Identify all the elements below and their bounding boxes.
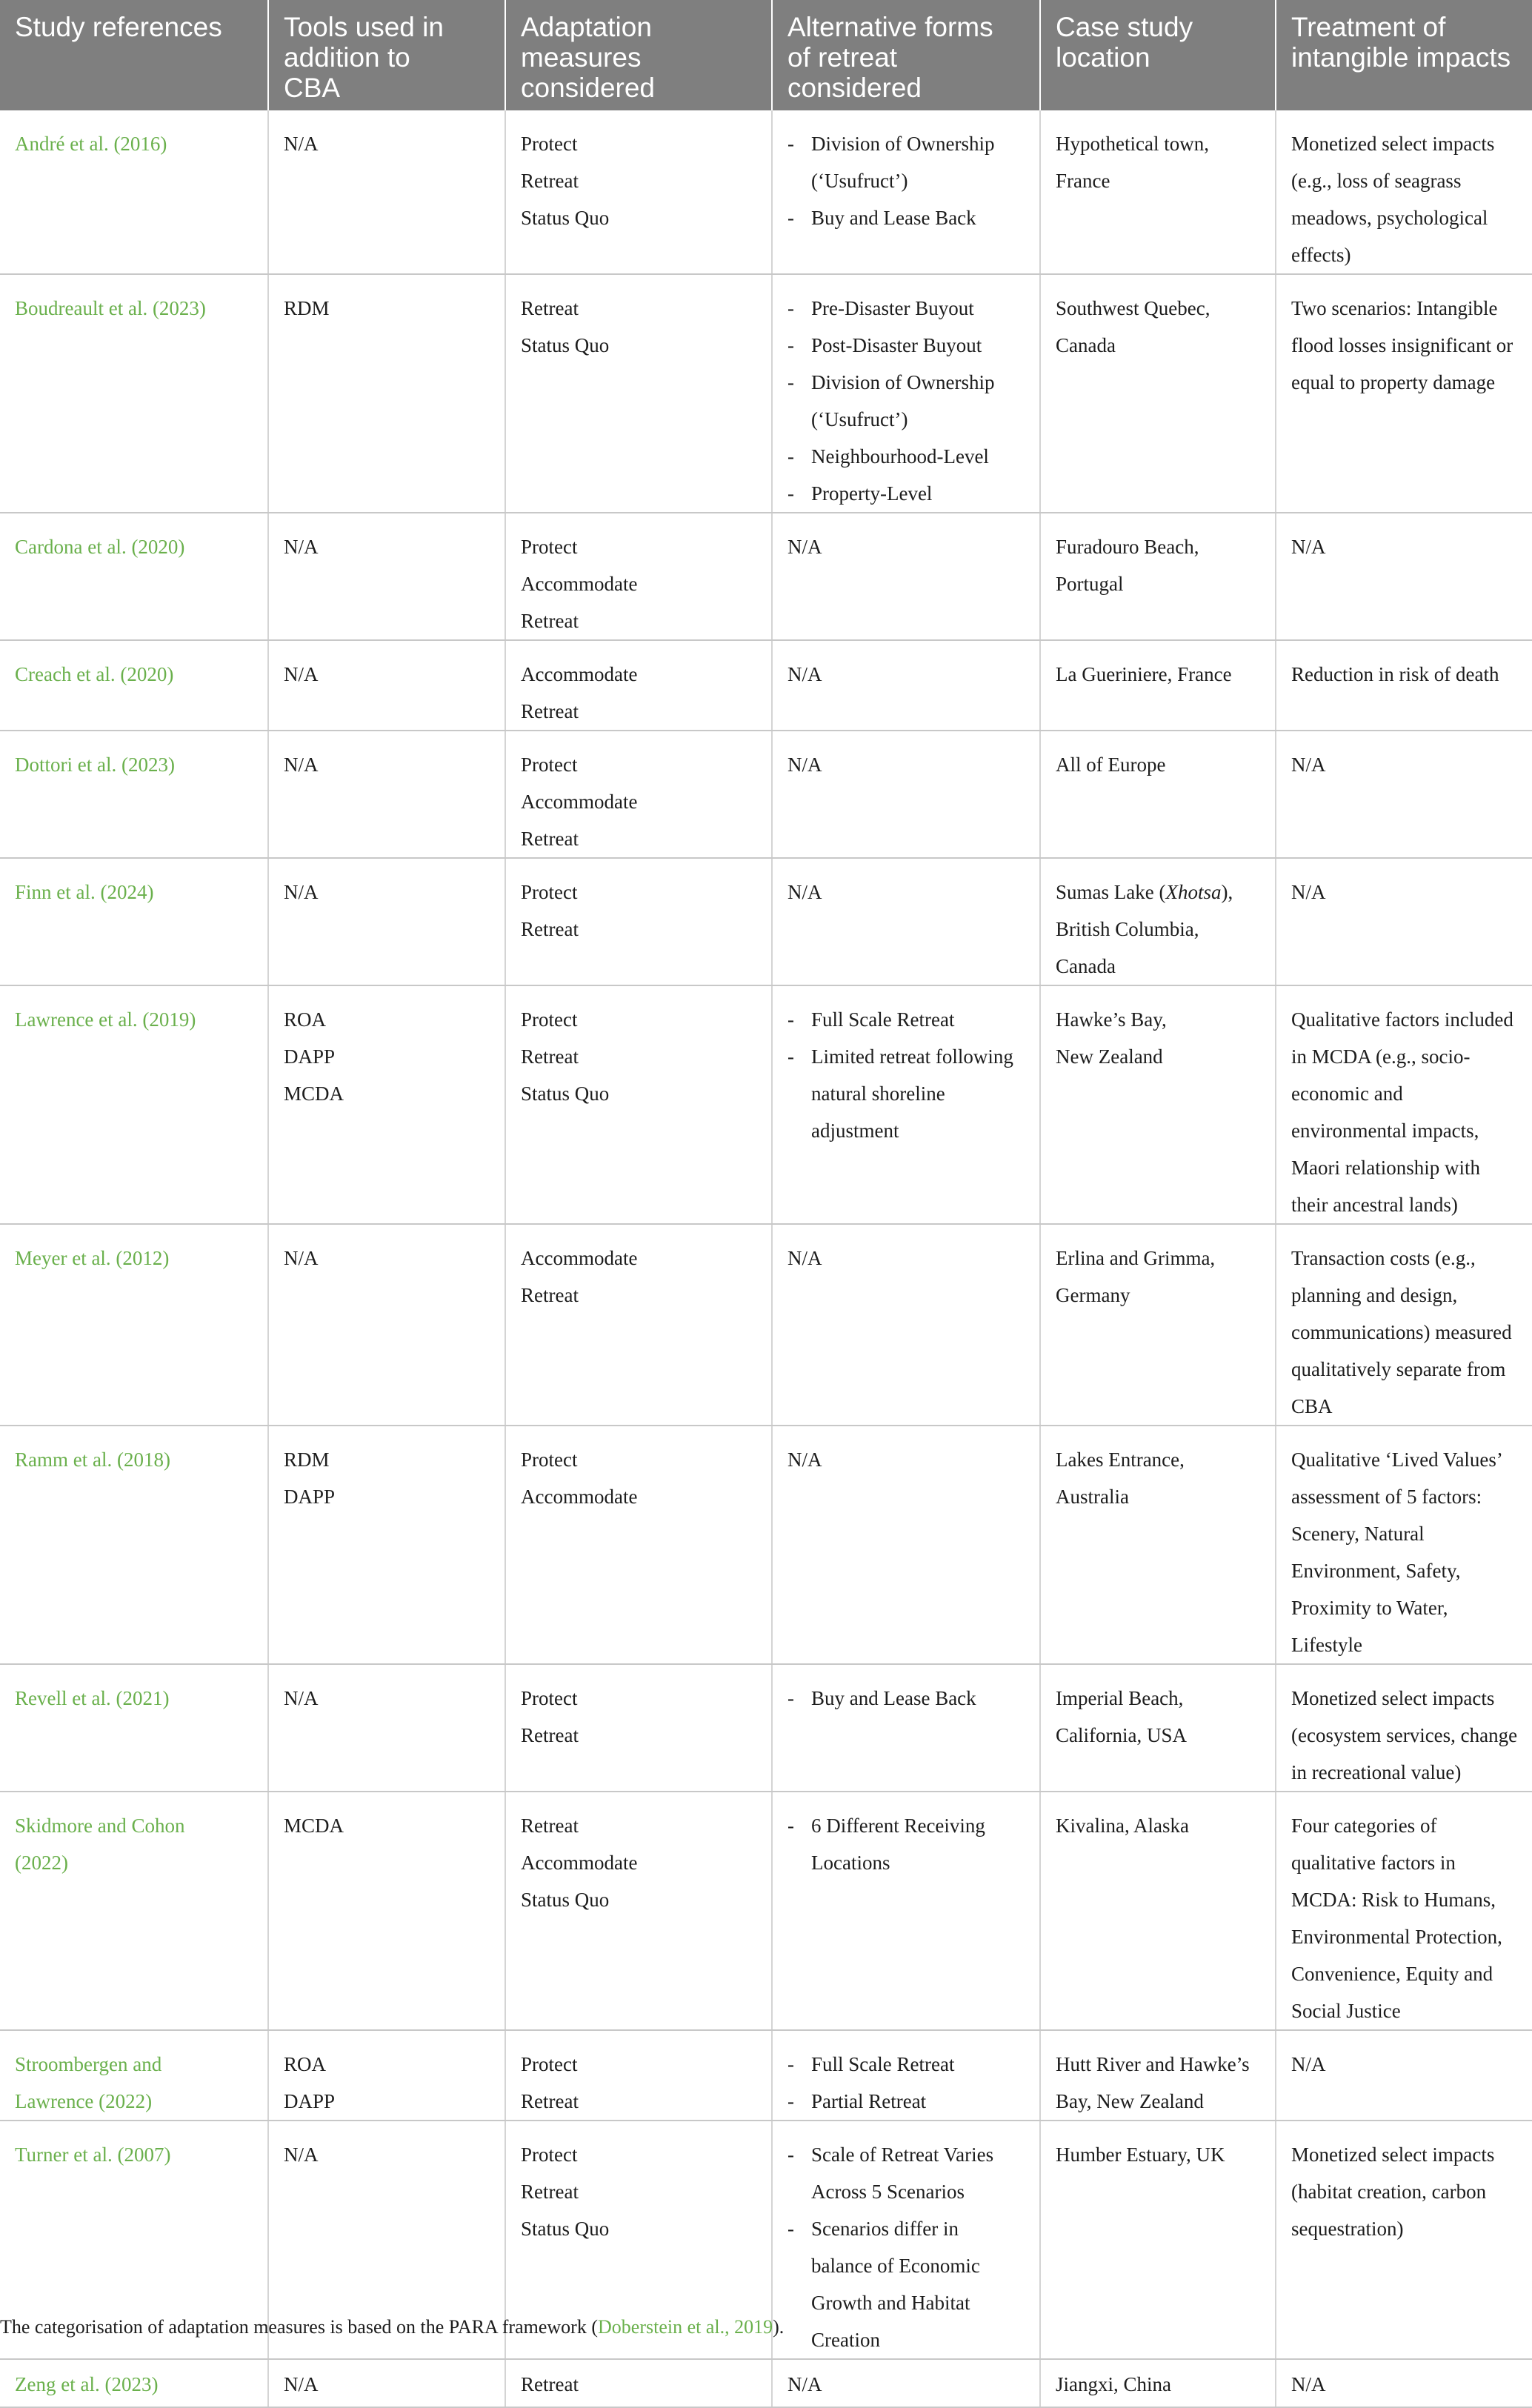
- measures-cell: Protect Accommodate Retreat: [505, 731, 772, 858]
- table-row: [0, 1664, 1532, 1792]
- location-cell: Lakes Entrance, Australia: [1040, 1426, 1276, 1664]
- retreat-forms-cell: N/A: [772, 1426, 1040, 1664]
- retreat-forms-cell: N/A: [772, 858, 1040, 985]
- study-reference-link[interactable]: Boudreault et al. (2023): [0, 274, 268, 513]
- intangible-cell: Reduction in risk of death: [1276, 640, 1532, 731]
- study-reference-link[interactable]: Finn et al. (2024): [0, 858, 268, 985]
- tools-cell: N/A: [268, 2359, 505, 2407]
- measures-cell: Protect Retreat: [505, 858, 772, 985]
- header-retreat-forms: Alternative forms of retreat considered: [772, 0, 1040, 110]
- study-reference-link[interactable]: Stroombergen and Lawrence (2022): [0, 2030, 268, 2121]
- study-reference-link[interactable]: André et al. (2016): [0, 110, 268, 274]
- measures-cell: Retreat Status Quo: [505, 274, 772, 513]
- intangible-cell: Qualitative ‘Lived Values’ assessment of 5 factors: Scenery, Natural Environment, Safety, Proximity to Water, Lifestyle: [1276, 1426, 1532, 1664]
- measures-cell: Protect Retreat Status Quo: [505, 110, 772, 274]
- study-reference-link[interactable]: Lawrence et al. (2019): [0, 985, 268, 1224]
- measures-cell: Protect Retreat Status Quo: [505, 2121, 772, 2359]
- study-reference-link[interactable]: Ramm et al. (2018): [0, 1426, 268, 1664]
- retreat-forms-cell: - Full Scale Retreat - Limited retreat following natural shoreline adjustment: [772, 985, 1040, 1224]
- tools-cell: N/A: [268, 2121, 505, 2359]
- table-row: [0, 110, 1532, 274]
- tools-cell: N/A: [268, 731, 505, 858]
- intangible-cell: N/A: [1276, 731, 1532, 858]
- retreat-forms-cell: - Pre-Disaster Buyout - Post-Disaster Buyout - Division of Ownership (‘Usufruct’) - Neighbourhood-Level - Property-Level: [772, 274, 1040, 513]
- retreat-forms-cell: - 6 Different Receiving Locations: [772, 1792, 1040, 2030]
- table-row: [0, 640, 1532, 731]
- intangible-cell: Monetized select impacts (e.g., loss of seagrass meadows, psychological effects): [1276, 110, 1532, 274]
- study-reference-link[interactable]: Cardona et al. (2020): [0, 513, 268, 640]
- table-row: [0, 731, 1532, 858]
- location-cell: Southwest Quebec, Canada: [1040, 274, 1276, 513]
- location-cell: Hypothetical town, France: [1040, 110, 1276, 274]
- table-row: [0, 985, 1532, 1224]
- location-cell: Humber Estuary, UK: [1040, 2121, 1276, 2359]
- header-intangible-impacts: Treatment of intangible impacts: [1276, 0, 1532, 110]
- table-row: [0, 1224, 1532, 1426]
- intangible-cell: Qualitative factors included in MCDA (e.g., socio- economic and environmental impacts, Maori relationship with their ancestral lands): [1276, 985, 1532, 1224]
- table-row: [0, 274, 1532, 513]
- retreat-forms-cell: N/A: [772, 731, 1040, 858]
- study-reference-link[interactable]: Dottori et al. (2023): [0, 731, 268, 858]
- measures-cell: Protect Accommodate Retreat: [505, 513, 772, 640]
- table-row: [0, 513, 1532, 640]
- location-cell: Hutt River and Hawke’s Bay, New Zealand: [1040, 2030, 1276, 2121]
- tools-cell: ROA DAPP: [268, 2030, 505, 2121]
- header-tools: Tools used in addition to CBA: [268, 0, 505, 110]
- intangible-cell: Transaction costs (e.g., planning and design, communications) measured qualitatively separate from CBA: [1276, 1224, 1532, 1426]
- retreat-forms-cell: N/A: [772, 2359, 1040, 2407]
- header-row: [0, 0, 1532, 110]
- measures-cell: Protect Retreat: [505, 2030, 772, 2121]
- study-reference-link[interactable]: Skidmore and Cohon (2022): [0, 1792, 268, 2030]
- header-adaptation-measures: Adaptation measures considered: [505, 0, 772, 110]
- intangible-cell: Four categories of qualitative factors in MCDA: Risk to Humans, Environmental Protection, Convenience, Equity and Social Justice: [1276, 1792, 1532, 2030]
- tools-cell: N/A: [268, 1664, 505, 1792]
- measures-cell: Protect Retreat Status Quo: [505, 985, 772, 1224]
- measures-cell: Retreat: [505, 2359, 772, 2407]
- retreat-forms-cell: N/A: [772, 640, 1040, 731]
- intangible-cell: N/A: [1276, 858, 1532, 985]
- tools-cell: RDM: [268, 274, 505, 513]
- location-cell: La Gueriniere, France: [1040, 640, 1276, 731]
- intangible-cell: N/A: [1276, 513, 1532, 640]
- intangible-cell: N/A: [1276, 2359, 1532, 2407]
- tools-cell: N/A: [268, 110, 505, 274]
- intangible-cell: N/A: [1276, 2030, 1532, 2121]
- location-cell: Imperial Beach, California, USA: [1040, 1664, 1276, 1792]
- retreat-forms-cell: - Division of Ownership (‘Usufruct’) - Buy and Lease Back: [772, 110, 1040, 274]
- tools-cell: ROA DAPP MCDA: [268, 985, 505, 1224]
- study-reference-link[interactable]: Turner et al. (2007): [0, 2121, 268, 2359]
- measures-cell: Accommodate Retreat: [505, 640, 772, 731]
- study-reference-link[interactable]: Creach et al. (2020): [0, 640, 268, 731]
- tools-cell: N/A: [268, 513, 505, 640]
- table-row: [0, 1426, 1532, 1664]
- location-cell: Furadouro Beach, Portugal: [1040, 513, 1276, 640]
- retreat-forms-cell: - Buy and Lease Back: [772, 1664, 1040, 1792]
- retreat-forms-cell: N/A: [772, 1224, 1040, 1426]
- table-row: [0, 1792, 1532, 2030]
- retreat-forms-cell: N/A: [772, 513, 1040, 640]
- intangible-cell: Monetized select impacts (habitat creation, carbon sequestration): [1276, 2121, 1532, 2359]
- study-reference-link[interactable]: Revell et al. (2021): [0, 1664, 268, 1792]
- location-cell: Erlina and Grimma, Germany: [1040, 1224, 1276, 1426]
- location-cell: Kivalina, Alaska: [1040, 1792, 1276, 2030]
- retreat-forms-cell: - Full Scale Retreat - Partial Retreat: [772, 2030, 1040, 2121]
- header-location: Case study location: [1040, 0, 1276, 110]
- location-cell: Sumas Lake (Xhotsa), British Columbia, Canada: [1040, 858, 1276, 985]
- study-reference-link[interactable]: Meyer et al. (2012): [0, 1224, 268, 1426]
- measures-cell: Protect Retreat: [505, 1664, 772, 1792]
- table-footnote: The categorisation of adaptation measures is based on the PARA framework (Doberstein et al., 2019).: [0, 2316, 785, 2338]
- study-reference-link[interactable]: Zeng et al. (2023): [0, 2359, 268, 2407]
- tools-cell: N/A: [268, 1224, 505, 1426]
- tools-cell: N/A: [268, 858, 505, 985]
- table-row: [0, 858, 1532, 985]
- tools-cell: MCDA: [268, 1792, 505, 2030]
- intangible-cell: Two scenarios: Intangible flood losses insignificant or equal to property damage: [1276, 274, 1532, 513]
- measures-cell: Retreat Accommodate Status Quo: [505, 1792, 772, 2030]
- citation-link[interactable]: Doberstein et al., 2019: [598, 2316, 773, 2338]
- location-cell: Hawke’s Bay, New Zealand: [1040, 985, 1276, 1224]
- measures-cell: Accommodate Retreat: [505, 1224, 772, 1426]
- location-cell: Jiangxi, China: [1040, 2359, 1276, 2407]
- location-cell: All of Europe: [1040, 731, 1276, 858]
- table-row: [0, 2359, 1532, 2407]
- retreat-forms-cell: - Scale of Retreat Varies Across 5 Scenarios - Scenarios differ in balance of Economic Growth and Habitat Creation: [772, 2121, 1040, 2359]
- table-row: [0, 2030, 1532, 2121]
- header-study-references: Study references: [0, 0, 268, 110]
- intangible-cell: Monetized select impacts (ecosystem services, change in recreational value): [1276, 1664, 1532, 1792]
- tools-cell: RDM DAPP: [268, 1426, 505, 1664]
- measures-cell: Protect Accommodate: [505, 1426, 772, 1664]
- tools-cell: N/A: [268, 640, 505, 731]
